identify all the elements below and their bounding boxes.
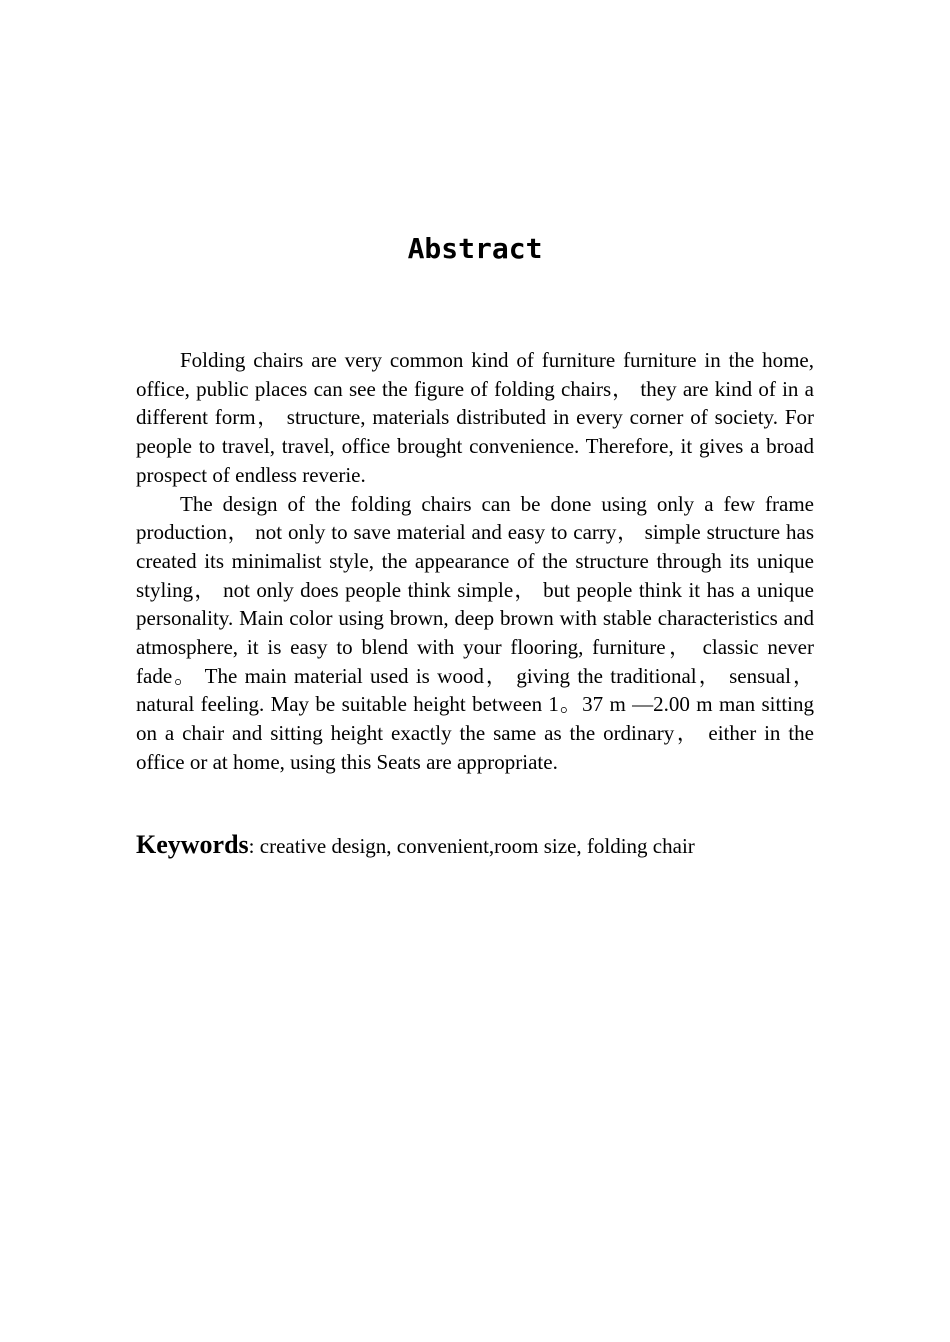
abstract-paragraph-2: The design of the folding chairs can be done using only a few frame production， not only to save material and easy to carry， simple structure has created its minimalist style, the appearance of the structure through its unique styling， not only does people think simple， but people think it has a unique personality. Main color using brown, deep brown with stable characteristics and atmosphere, it is easy to blend with your flooring, furniture， classic never fade。 The main material used is wood， giving the traditional， sensual， natural feeling. May be suitable height between 1。37 m —2.00 m man sitting on a chair and sitting height exactly the same as the ordinary， either in the office or at home, using this Seats are appropriate. bbox=[136, 491, 814, 774]
abstract-body bbox=[136, 346, 814, 777]
abstract-paragraph-1: Folding chairs are very common kind of furniture furniture in the home, office, public places can see the figure of folding chairs， they are kind of in a different form， structure, materials distributed in every corner of society. For people to travel, travel, office brought convenience. Therefore, it gives a broad prospect of endless reverie. bbox=[136, 348, 814, 487]
keywords-line bbox=[136, 828, 814, 863]
keywords-label: Keywords bbox=[136, 830, 249, 859]
keywords-text: creative design, convenient,room size, folding chair bbox=[259, 834, 695, 858]
keywords-separator: : bbox=[248, 834, 260, 858]
page-title: Abstract bbox=[407, 232, 543, 265]
